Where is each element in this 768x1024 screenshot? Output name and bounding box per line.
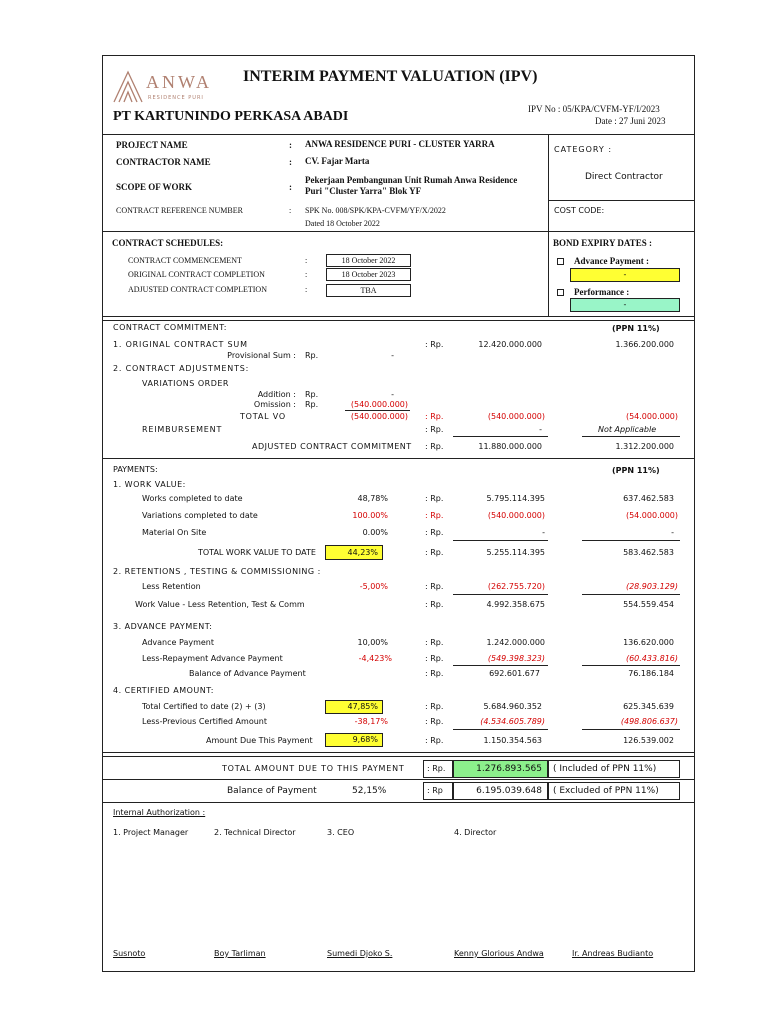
adjusted-completion-label: ADJUSTED CONTRACT COMPLETION [128, 285, 267, 294]
role-technical-director: 2. Technical Director [214, 828, 296, 837]
works-completed-ppn: 637.462.583 [623, 494, 674, 503]
rp-label: : Rp. [425, 736, 444, 745]
project-name-label: PROJECT NAME [116, 140, 188, 150]
previous-certified-value: (4.534.605.789) [480, 717, 545, 726]
logo-text: ANWA [146, 72, 212, 92]
previous-certified-label: Less-Previous Certified Amount [142, 717, 267, 726]
payments-title: PAYMENTS: [113, 465, 158, 474]
previous-certified-ppn: (498.806.637) [620, 717, 678, 726]
checkbox[interactable] [557, 289, 564, 296]
amount-due-label: Amount Due This Payment [206, 736, 313, 745]
works-completed-value: 5.795.114.395 [486, 494, 545, 503]
total-certified-label: Total Certified to date (2) + (3) [142, 702, 266, 711]
divider [582, 540, 680, 541]
divider [582, 594, 680, 595]
performance-bond-value: - [570, 298, 680, 312]
work-value-less-retention-ppn: 554.559.454 [623, 600, 674, 609]
material-on-site-pct: 0.00% [362, 528, 388, 537]
role-ceo: 3. CEO [327, 828, 355, 837]
total-certified-value: 5.684.960.352 [483, 702, 542, 711]
total-amount-note: ( Included of PPN 11%) [548, 760, 680, 778]
adjusted-completion-date: TBA [326, 284, 411, 297]
balance-of-payment-note: ( Excluded of PPN 11%) [548, 782, 680, 800]
omission-value: (540.000.000) [350, 400, 408, 409]
divider [453, 665, 548, 666]
divider [102, 320, 695, 321]
provisional-sum-value: - [391, 351, 394, 360]
balance-advance-ppn: 76.186.184 [628, 669, 674, 678]
contract-commitment-title: CONTRACT COMMITMENT: [113, 323, 227, 332]
material-on-site-value: - [542, 528, 545, 537]
signatory-susnoto: Susnoto [113, 949, 146, 958]
performance-bond-label: Performance : [574, 287, 630, 297]
divider [548, 231, 549, 316]
signatory-sumedi: Sumedi Djoko S. [327, 949, 393, 958]
rp-label: : Rp. [425, 494, 444, 503]
ipv-date [595, 116, 666, 126]
contract-ref-line-1: SPK No. 008/SPK/KPA-CVFM/YF/X/2022 [305, 206, 446, 215]
ppn-header: (PPN 11%) [612, 466, 660, 475]
divider [102, 752, 695, 753]
colon: : [305, 270, 308, 279]
variations-completed-label: Variations completed to date [142, 511, 258, 520]
original-completion-label: ORIGINAL CONTRACT COMPLETION [128, 270, 265, 279]
contract-ref-label: CONTRACT REFERENCE NUMBER [116, 206, 243, 215]
rp-label: : Rp. [425, 340, 444, 349]
repayment-advance-label: Less-Repayment Advance Payment [142, 654, 283, 663]
balance-of-payment-label: Balance of Payment [227, 786, 317, 796]
divider [548, 200, 695, 201]
retentions-title: 2. RETENTIONS , TESTING & COMMISSIONING : [113, 567, 321, 576]
reimbursement-label: REIMBURSEMENT [142, 425, 223, 434]
category-label: CATEGORY : [554, 145, 613, 154]
colon: : [289, 157, 292, 167]
rp-label: : Rp [423, 782, 453, 800]
balance-advance-label: Balance of Advance Payment [189, 669, 306, 678]
anwa-logo [110, 70, 220, 110]
original-contract-sum-ppn: 1.366.200.000 [615, 340, 674, 349]
repayment-advance-value: (549.398.323) [487, 654, 545, 663]
total-vo-ppn: (54.000.000) [625, 412, 678, 421]
rp-label: : Rp. [425, 600, 444, 609]
rp-label: : Rp. [425, 717, 444, 726]
total-certified-ppn: 625.345.639 [623, 702, 674, 711]
divider [345, 410, 410, 411]
ipv-no-value: 05/KPA/CVFM-YF/I/2023 [562, 104, 660, 114]
date-label: Date : [595, 116, 617, 126]
divider [548, 134, 549, 231]
colon: : [289, 206, 292, 215]
total-work-value-ppn: 583.462.583 [623, 548, 674, 557]
contractor-name-value: CV. Fajar Marta [305, 156, 370, 166]
rp-label: : Rp. [425, 442, 444, 451]
logo-subtext: RESIDENCE PURI [148, 95, 204, 101]
rp-label: : Rp. [425, 638, 444, 647]
amount-due-pct: 9,68% [325, 733, 383, 747]
less-retention-pct: -5,00% [359, 582, 388, 591]
divider [102, 231, 695, 232]
contract-schedules-title: CONTRACT SCHEDULES: [112, 238, 224, 248]
contract-adjustments-label: 2. CONTRACT ADJUSTMENTS: [113, 364, 250, 373]
scope-line-2: Puri "Cluster Yarra" Blok YF [305, 186, 422, 196]
work-value-title: 1. WORK VALUE: [113, 480, 186, 489]
divider [102, 316, 695, 317]
original-completion-date: 18 October 2023 [326, 268, 411, 281]
advance-payment-bond-label: Advance Payment : [574, 256, 649, 266]
commencement-date: 18 October 2022 [326, 254, 411, 267]
less-retention-ppn: (28.903.129) [625, 582, 678, 591]
advance-payment-ppn: 136.620.000 [623, 638, 674, 647]
divider [102, 756, 695, 757]
rp-label: : Rp. [425, 511, 444, 520]
adjusted-commitment-value: 11.880.000.000 [478, 442, 542, 451]
colon: : [289, 182, 292, 192]
divider [102, 458, 695, 459]
advance-payment-label: Advance Payment [142, 638, 215, 647]
advance-payment-bond-value: - [570, 268, 680, 282]
original-contract-sum-value: 12.420.000.000 [478, 340, 542, 349]
original-contract-sum-label: 1. ORIGINAL CONTRACT SUM [113, 340, 248, 349]
divider [453, 540, 548, 541]
contractor-name-label: CONTRACTOR NAME [116, 157, 211, 167]
rp-label: Rp. [305, 400, 319, 409]
date-value: 27 Juni 2023 [619, 116, 666, 126]
total-work-value-value: 5.255.114.395 [486, 548, 545, 557]
logo-mark-icon [112, 70, 144, 104]
project-name-value: ANWA RESIDENCE PURI - CLUSTER YARRA [305, 139, 495, 149]
variations-completed-pct: 100.00% [352, 511, 388, 520]
bond-expiry-title: BOND EXPIRY DATES : [553, 238, 652, 248]
divider [582, 729, 680, 730]
total-work-value-pct: 44,23% [325, 545, 383, 560]
rp-label: Rp. [305, 390, 319, 399]
repayment-advance-pct: -4,423% [358, 654, 392, 663]
page-title: INTERIM PAYMENT VALUATION (IPV) [243, 68, 538, 85]
contract-ref-line-2: Dated 18 October 2022 [305, 219, 380, 228]
internal-authorization-title: Internal Authorization : [113, 808, 206, 817]
total-vo-sum: (540.000.000) [487, 412, 545, 421]
divider [582, 436, 680, 437]
role-director: 4. Director [454, 828, 497, 837]
works-completed-label: Works completed to date [142, 494, 243, 503]
divider [453, 729, 548, 730]
rp-label: : Rp. [425, 528, 444, 537]
balance-of-payment-pct: 52,15% [352, 786, 387, 796]
scope-label: SCOPE OF WORK [116, 182, 193, 192]
colon: : [305, 285, 308, 294]
variations-order-label: VARIATIONS ORDER [142, 379, 229, 388]
total-amount-value: 1.276.893.565 [453, 760, 548, 778]
divider [582, 665, 680, 666]
adjusted-commitment-label: ADJUSTED CONTRACT COMMITMENT [252, 442, 412, 451]
rp-label: : Rp. [425, 425, 444, 434]
ipv-number [528, 104, 660, 114]
less-retention-label: Less Retention [142, 582, 201, 591]
provisional-sum-label: Provisional Sum : [227, 351, 296, 360]
rp-label: : Rp. [423, 760, 453, 778]
repayment-advance-ppn: (60.433.816) [625, 654, 678, 663]
signatory-kenny: Kenny Glorious Andwa [454, 949, 544, 958]
balance-advance-value: 692.601.677 [489, 669, 540, 678]
works-completed-pct: 48,78% [357, 494, 388, 503]
total-vo-value: (540.000.000) [350, 412, 408, 421]
rp-label: : Rp. [425, 669, 444, 678]
divider [102, 802, 695, 803]
advance-payment-value: 1.242.000.000 [486, 638, 545, 647]
omission-label: Omission : [253, 400, 296, 409]
certified-amount-title: 4. CERTIFIED AMOUNT: [113, 686, 214, 695]
amount-due-ppn: 126.539.002 [623, 736, 674, 745]
performance-bond [557, 287, 629, 297]
amount-due-value: 1.150.354.563 [483, 736, 542, 745]
advance-payment-pct: 10,00% [357, 638, 388, 647]
previous-certified-pct: -38,17% [354, 717, 388, 726]
reimbursement-ppn: Not Applicable [598, 425, 657, 434]
reimbursement-value: - [539, 425, 542, 434]
material-on-site-ppn: - [671, 528, 674, 537]
divider [102, 134, 695, 135]
rp-label: Rp. [305, 351, 319, 360]
balance-of-payment-value: 6.195.039.648 [453, 782, 548, 800]
signatory-andreas: Ir. Andreas Budianto [572, 949, 654, 958]
divider [453, 594, 548, 595]
commencement-label: CONTRACT COMMENCEMENT [128, 256, 242, 265]
ppn-header: (PPN 11%) [612, 324, 660, 333]
rp-label: : Rp. [425, 548, 444, 557]
rp-label: : Rp. [425, 582, 444, 591]
variations-completed-ppn: (54.000.000) [625, 511, 678, 520]
checkbox[interactable] [557, 258, 564, 265]
cost-code-label: COST CODE: [554, 206, 605, 215]
work-value-less-retention-label: Work Value - Less Retention, Test & Comm [135, 600, 305, 609]
material-on-site-label: Material On Site [142, 528, 207, 537]
rp-label: : Rp. [425, 654, 444, 663]
ipv-no-label: IPV No : [528, 104, 561, 114]
total-amount-label: TOTAL AMOUNT DUE TO THIS PAYMENT [222, 764, 405, 773]
scope-line-1: Pekerjaan Pembangunan Unit Rumah Anwa Residence [305, 175, 518, 185]
advance-payment-bond [557, 256, 649, 266]
colon: : [305, 256, 308, 265]
addition-label: Addition : [257, 390, 296, 399]
company-name: PT KARTUNINDO PERKASA ABADI [113, 109, 349, 124]
divider [453, 436, 548, 437]
category-value: Direct Contractor [585, 172, 663, 182]
signatory-boy-tarliman: Boy Tarliman [214, 949, 266, 958]
work-value-less-retention-value: 4.992.358.675 [486, 600, 545, 609]
role-project-manager: 1. Project Manager [113, 828, 189, 837]
less-retention-value: (262.755.720) [487, 582, 545, 591]
colon: : [289, 140, 292, 150]
total-certified-pct: 47,85% [325, 700, 383, 714]
variations-completed-value: (540.000.000) [487, 511, 545, 520]
adjusted-commitment-ppn: 1.312.200.000 [615, 442, 674, 451]
total-work-value-label: TOTAL WORK VALUE TO DATE [198, 548, 316, 557]
advance-payment-title: 3. ADVANCE PAYMENT: [113, 622, 213, 631]
total-vo-label: TOTAL VO [240, 412, 286, 421]
rp-label: : Rp. [425, 412, 444, 421]
addition-value: - [391, 390, 394, 399]
rp-label: : Rp. [425, 702, 444, 711]
divider [102, 779, 695, 780]
